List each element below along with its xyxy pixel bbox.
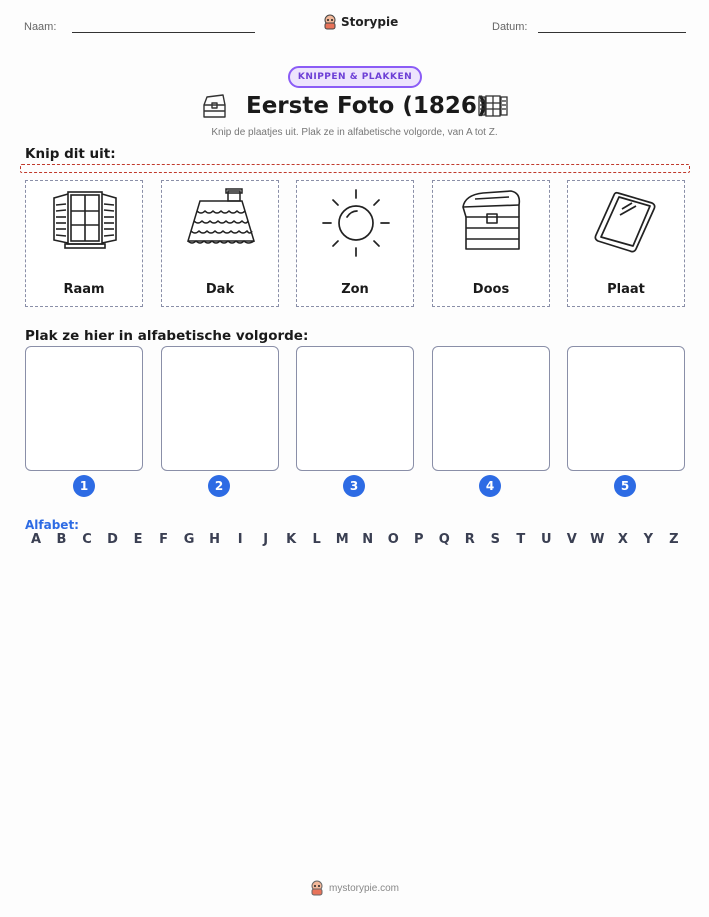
cut-card-zon[interactable]: [296, 180, 414, 307]
alphabet-row: [25, 532, 685, 547]
window-shutters-icon: [478, 93, 508, 119]
alphabet-letter: D: [107, 532, 118, 547]
alphabet-letter: Z: [669, 532, 679, 547]
alphabet-letter: Q: [438, 532, 450, 547]
brand-name: Storypie: [341, 15, 399, 29]
slot-number-2: 2: [208, 475, 230, 497]
roof-icon: [182, 187, 260, 259]
alphabet-letter: W: [590, 532, 605, 547]
alphabet-letter: C: [82, 532, 92, 547]
storypie-mascot-icon: [323, 14, 337, 30]
cut-card-raam[interactable]: [25, 180, 143, 307]
slot-number-1: 1: [73, 475, 95, 497]
alphabet-letter: H: [209, 532, 221, 547]
box-icon: [453, 187, 531, 259]
paste-slot-5[interactable]: [567, 346, 685, 471]
instructions: Knip de plaatjes uit. Plak ze in alfabetische volgorde, van A tot Z.: [211, 127, 498, 138]
alphabet-letter: U: [541, 532, 552, 547]
storypie-mascot-icon: [310, 880, 324, 896]
slot-number-4: 4: [479, 475, 501, 497]
name-line: [72, 32, 255, 33]
card-word: Zon: [341, 282, 369, 297]
alphabet-letter: A: [30, 532, 42, 547]
sun-icon: [317, 187, 395, 259]
alphabet-letter: K: [286, 532, 297, 547]
alphabet-letter: L: [312, 532, 321, 547]
cut-card-doos[interactable]: [432, 180, 550, 307]
slot-number-5: 5: [614, 475, 636, 497]
brand-logo: [323, 14, 398, 30]
paste-heading: Plak ze hier in alfabetische volgorde:: [25, 328, 309, 344]
alphabet-letter: O: [387, 532, 399, 547]
alphabet-letter: X: [617, 532, 628, 547]
alphabet-letter: N: [362, 532, 374, 547]
alphabet-letter: R: [464, 532, 475, 547]
category-badge: KNIPPEN & PLAKKEN: [288, 66, 422, 88]
alphabet-letter: I: [237, 532, 243, 547]
alphabet-letter: P: [413, 532, 424, 547]
date-line: [538, 32, 686, 33]
card-word: Doos: [472, 282, 510, 297]
card-word: Raam: [63, 282, 105, 297]
cut-heading: Knip dit uit:: [25, 146, 116, 162]
alphabet-letter: J: [263, 532, 269, 547]
window-icon: [46, 187, 124, 259]
alphabet-letter: B: [56, 532, 67, 547]
alphabet-letter: M: [335, 532, 349, 547]
card-word: Plaat: [607, 282, 645, 297]
slot-number-3: 3: [343, 475, 365, 497]
plate-icon: [588, 187, 666, 259]
card-word: Dak: [205, 282, 235, 297]
alphabet-letter: Y: [643, 532, 654, 547]
alphabet-letter: S: [490, 532, 500, 547]
page-title: Eerste Foto (1826): [246, 93, 488, 119]
alphabet-letter: G: [183, 532, 195, 547]
paste-slot-4[interactable]: [432, 346, 550, 471]
paste-slot-2[interactable]: [161, 346, 279, 471]
alphabet-letter: T: [516, 532, 526, 547]
paste-slot-3[interactable]: [296, 346, 414, 471]
cut-line: [20, 164, 690, 173]
alphabet-letter: V: [566, 532, 577, 547]
footer: [0, 880, 709, 896]
date-label: Datum:: [492, 21, 528, 33]
treasure-chest-icon: [201, 93, 229, 119]
cut-card-plaat[interactable]: [567, 180, 685, 307]
footer-url[interactable]: mystorypie.com: [328, 882, 399, 894]
paste-slot-1[interactable]: [25, 346, 143, 471]
alphabet-letter: F: [159, 532, 169, 547]
name-label: Naam:: [24, 21, 57, 33]
alphabet-label: Alfabet:: [25, 518, 79, 532]
cut-card-dak[interactable]: [161, 180, 279, 307]
alphabet-letter: E: [133, 532, 143, 547]
